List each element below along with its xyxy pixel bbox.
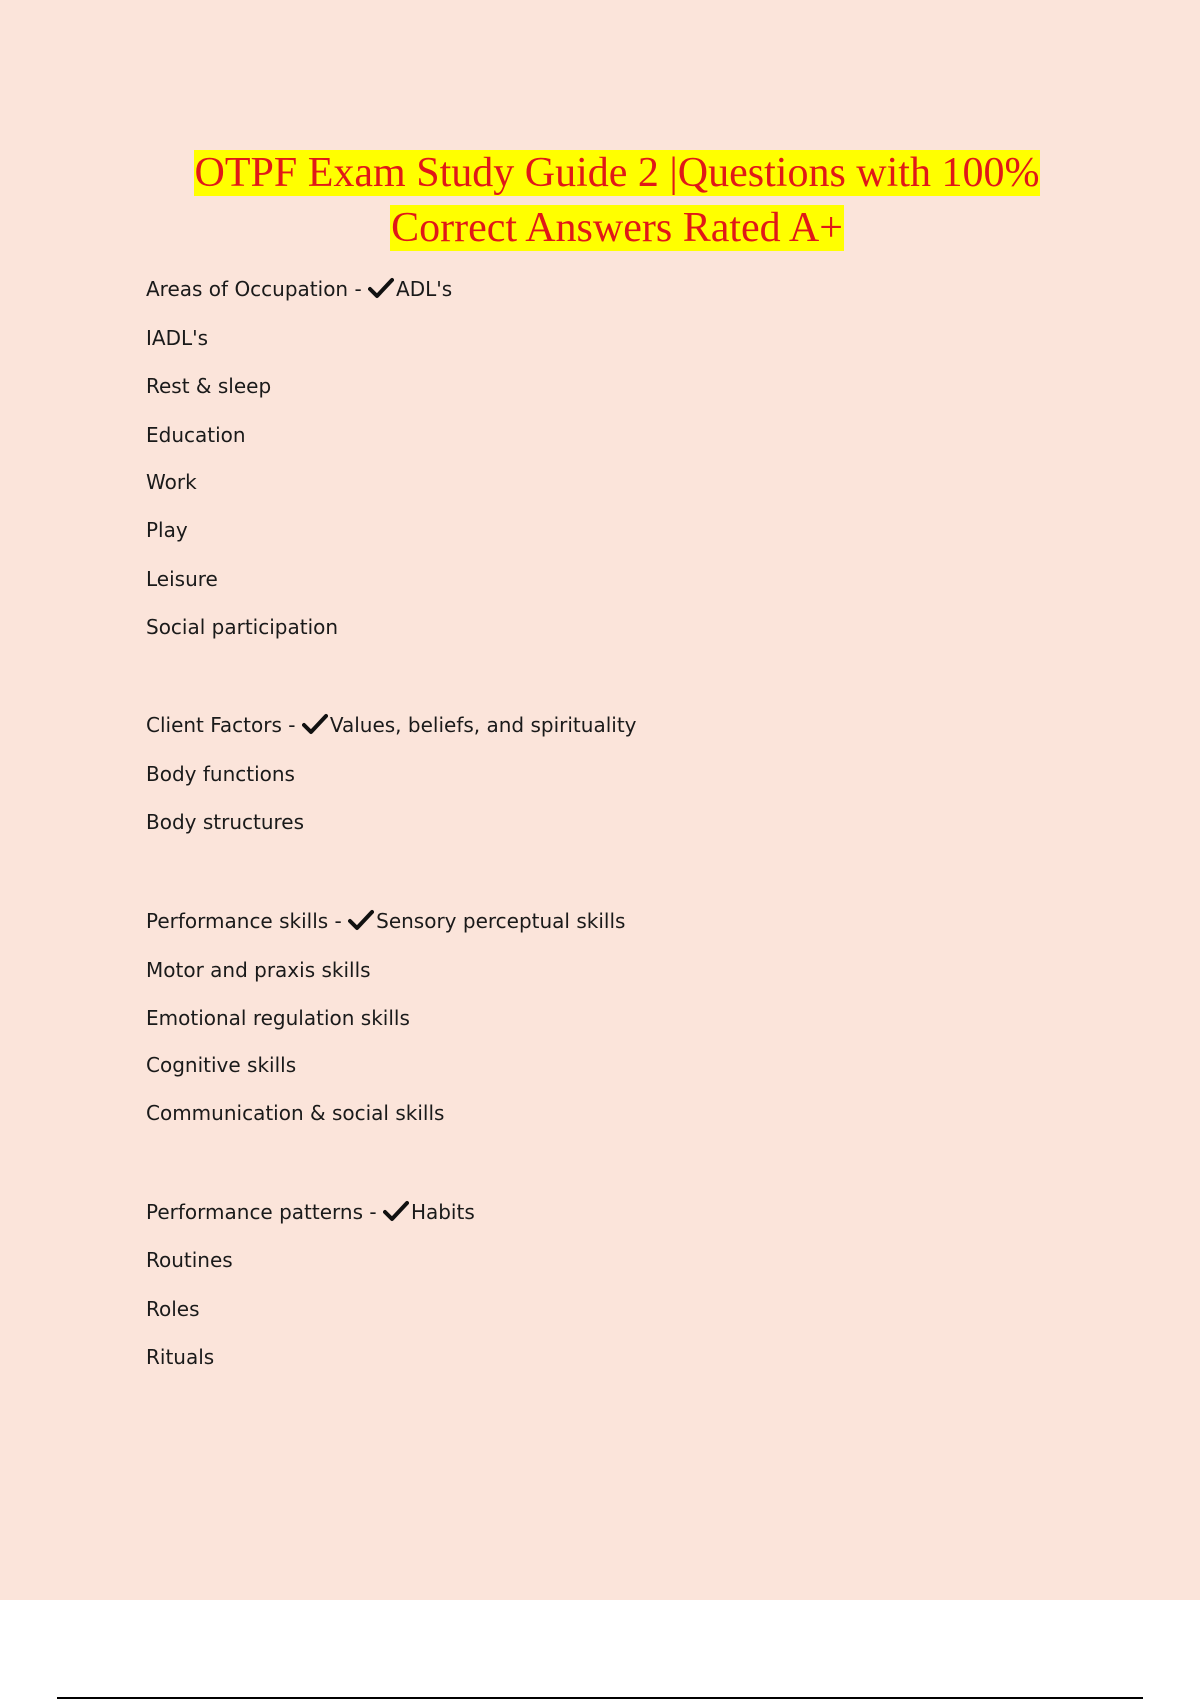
answer-item: Rituals bbox=[146, 1345, 215, 1369]
check-icon bbox=[383, 1200, 409, 1222]
answer-item: Motor and praxis skills bbox=[146, 958, 371, 982]
section-first-answer: Habits bbox=[410, 1200, 475, 1224]
section-term: Performance skills - bbox=[146, 909, 342, 933]
section-heading-performance-skills bbox=[146, 906, 625, 936]
footer-rule bbox=[57, 1697, 1143, 1699]
check-icon bbox=[348, 909, 374, 931]
answer-item: Roles bbox=[146, 1297, 200, 1321]
section-first-answer: Sensory perceptual skills bbox=[376, 909, 626, 933]
answer-item: IADL's bbox=[146, 326, 209, 350]
title-line-2: Correct Answers Rated A+ bbox=[391, 205, 843, 251]
answer-item: Rest & sleep bbox=[146, 374, 272, 398]
section-heading-client-factors bbox=[146, 710, 637, 740]
section-heading-areas-of-occupation bbox=[146, 274, 452, 304]
answer-item: Cognitive skills bbox=[146, 1053, 297, 1077]
check-icon bbox=[368, 277, 394, 299]
answer-item: Social participation bbox=[146, 615, 339, 639]
check-icon bbox=[302, 713, 328, 735]
section-first-answer: ADL's bbox=[396, 277, 453, 301]
section-term: Areas of Occupation - bbox=[146, 277, 362, 301]
section-heading-performance-patterns bbox=[146, 1197, 475, 1227]
answer-item: Emotional regulation skills bbox=[146, 1006, 410, 1030]
answer-item: Education bbox=[146, 423, 246, 447]
answer-item: Communication & social skills bbox=[146, 1101, 445, 1125]
answer-item: Body functions bbox=[146, 762, 295, 786]
answer-item: Play bbox=[146, 518, 188, 542]
title-line-1: OTPF Exam Study Guide 2 |Questions with 100% bbox=[194, 150, 1040, 196]
section-term: Performance patterns - bbox=[146, 1200, 377, 1224]
document-title bbox=[0, 146, 1200, 256]
answer-item: Leisure bbox=[146, 567, 218, 591]
answer-item: Routines bbox=[146, 1248, 233, 1272]
section-first-answer: Values, beliefs, and spirituality bbox=[329, 713, 637, 737]
section-term: Client Factors - bbox=[146, 713, 296, 737]
answer-item: Work bbox=[146, 470, 197, 494]
answer-item: Body structures bbox=[146, 810, 305, 834]
